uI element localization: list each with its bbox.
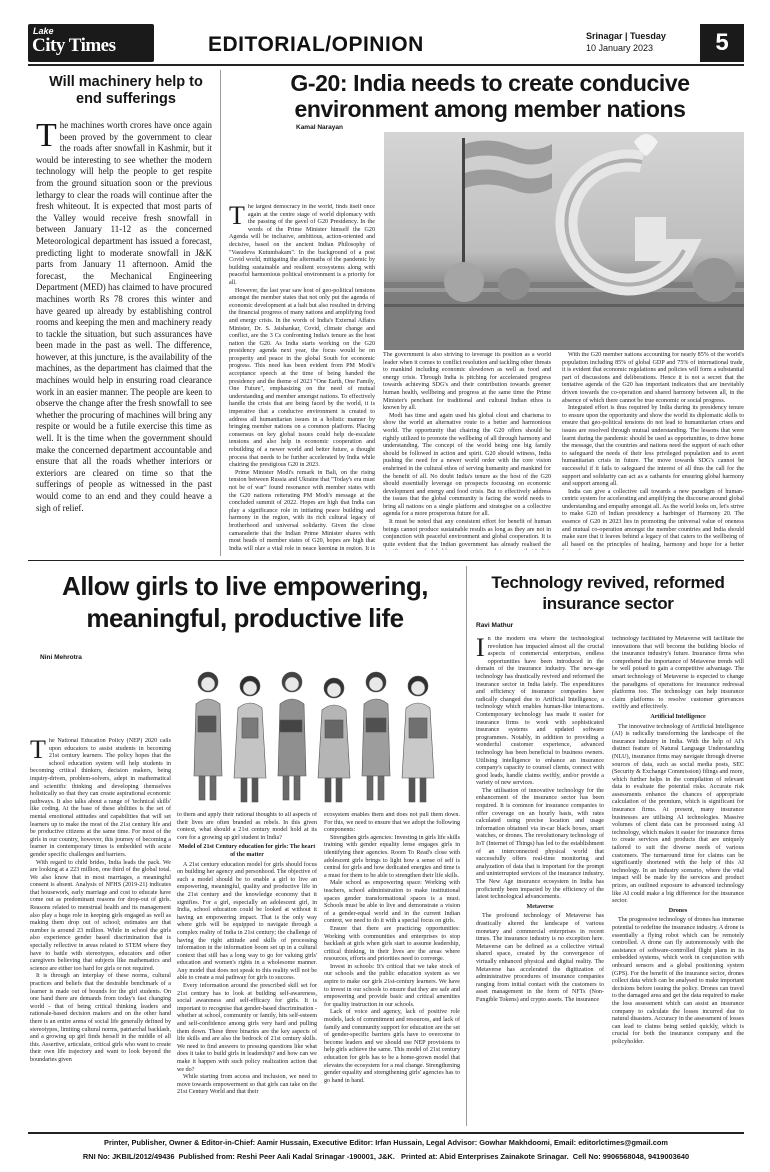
bottom-divider [466, 566, 467, 1126]
page-number: 5 [700, 24, 744, 62]
masthead-rule [28, 64, 744, 66]
g20-byline: Kamal Narayan [296, 124, 343, 131]
footer-line-2: RNI No: JKBIL/2012/49436 Published from: Reshi Peer Aali Kadal Srinagar -190001, J&K. Printed at: Abid Enterprises Zainakote Srinagar. Cell No: 9906568048, 9419003640 [82, 1152, 690, 1161]
g20-photo [384, 132, 744, 350]
girls-dropcap: T [30, 738, 46, 764]
mid-rule [28, 560, 744, 561]
editorial-dropcap: T [36, 120, 57, 154]
tech-col2: technology facilitated by Metaverse will facilitate the innovations that will become the building blocks of the insurance industry's future. Insurance firms who comprehend the importance of Metaverse trends will be well poised to gain a competitive advantage. The smart technology of Metaverse is expected to change the paradigms of operations for insurance redressal platforms too. The technology can help insurance claim platforms to resolve customer grievances swiftly and effectively. Artificial Intelligence The innovative technology of Artificial Intelligence (AI) is radically transforming the landscape of the insurance industry in India. With the help of AI's distinct feature of Natural Language Understanding (NLU), insurance firms may navigate through diverse sources of data, such as social media posts, SEC (Security & Exchange Commission) filings and more, which further helps in the compilation of relevant data to evaluate the potential risks. Accurate risk assessments enhance the chances of appropriate calculation of the premium, which is significant for insurance firms. At present, many insurance businesses are utilising AI technologies. Massive volumes of client data can be processed using AI technology, which makes it easier for insurance firms to create services and products that are uniquely tailored to suit the diverse needs of various customers. The turnaround time for claims can be significantly shortened with the help of this AI technology. In an industry scenario, where the vital impact will be made by the services and product prices, an outlined exposure to advanced technology like AI could make a big difference for the insurance sector. Drones The progressive technology of drones has immense potential to redefine the insurance industry. A drone is essentially a flying robot which can be remotely controlled. A drone can fly autonomously with the assistance of software-controlled flight plans in its embedded systems, which work in conjunction with onboard sensors and a global positioning system (GPS). For the benefit of the insurance sector, drones collect data which can be analysed to make important decisions before issuing the policy. Drones can travel to the damaged area and get the data required to make the loss assessment which can assist an insurance company to calculate the losses incurred due to natural disasters. Accuracy in the assessment of losses can lead to claims being settled quickly, which is crucial for both the insurance company and the policyholder. [612, 636, 744, 1045]
date-line-2: 10 January 2023 [586, 43, 654, 53]
date-line-1: Srinagar | Tuesday [586, 31, 666, 41]
g20-col1: The largest democracy in the world, finds itself once again at the centre stage of world diplomacy with the passing of the gavel of G20 Presidency. In the words of the Prime Minister himself the G20 Agenda will be inclusive, ambitious, action-oriented and decisive, based on the ancient Indian Philosophy of "Vasudeva Kutumbakam". In the background of a post Covid world, mitigating the aftermaths of the pandemic by building sustainable and resilient ecosystems along with peaceful harmonious political environment is a priority for all. However, the last year saw host of geo-political tensions amongst the member states that not only put the agenda of economic development at a halt but also resulted in driving the financial progress of many nations and amplifying food and energy crisis. In the words of India's External Affairs Minister, Dr. S. Jaishankar, Covid, climate change and conflict, are the 3 Cs confronting India's tenure as the host nation the G20. As India starts working on the G20 presidency agenda next year, the focus would be on prosperity and peace in the global South for economic progress. This need has been evident from PM Modi's acceptance speech at the time of being handed the presidency and the theme of 2023 "One Earth, One Family, One Future", emphasizing on the need of mutual understanding and member amongst nations. To effectively handle the crisis that are being faced by the world, it is imperative that a conducive environment is created to address all humanitarian issues in a holistic manner by bringing member nations on a common platform. Placing consensus on key global issues could help de-escalate tensions and also help in economic cooperation and rebuilding of a newer world and better future, a thought process that needs to be further accelerated by India while chairing the prestigious G20 in 2023. Prime Minister Modi's remark in Bali, on the rising tension between Russia and Ukraine that "Today's era must not be of war" found resonance with member states with the G20 nations reiterating PM Modi's message at the concluded summit of 2022. Hopes are high that India can play a significance role in initiating peace building and harmony in the region, with its rich cultural legacy of brotherhood and universal solidarity. Given the close camaraderie that the Indian Prime Minister shares with most heads of member states of G20, hopes are high that India will play a vital role in peace keeping in region. It is [229, 204, 375, 550]
g20-col3: With the G20 member nations accounting for nearly 85% of the world's population including 85% of global GDP and 75% of international trade, it is evident that economic regulations and policies will form a substantial part of discussions and deliberations. Hence it is not a secret that the tentative agenda of the G20 has important indicators that are inevitably driven towards the co-operation and shared harmony between all, in the absence of which there cannot be true economic or social progress. Integrated effort is thus required by India during its presidency tenure to ensure upon the opportunity and show the world its diplomatic skills to ensure that geo-political tensions do not lead to humanitarian crises and issues are resolved through mutual understanding. The lessons that were learnt during the pandemic should be used as opportunities, to drive home the message, that the countries and nations need the support of each other to safeguard the needs of their less privileged population and to avert humanitarian crisis in future. The move towards SDG's cannot be successful if it fails to safeguard the interest of all thus the call for the support and solidarity can act as a catharsis for ensuring global harmony and support among all. India can give a collective call towards a new paradigm of human-centric system for accelerating and amplifying the discourse around global understanding and empathy amongst all. As the world looks on, let's strive to make G20 of Indian presidency a harbinger of Harmony 20. The essence of G20 in 2023 lies in promoting the universal value of oneness and mutual co-operation amongst the member countries and India should make sure that it leaves behind a legacy of that caters to the wellbeing of all based on the principles of healing, harmony and hope for a better [562, 352, 744, 548]
tech-subhead-metaverse: Metaverse [526, 903, 554, 910]
tech-dropcap: I [476, 636, 485, 662]
girls-col1: The National Education Policy (NEP) 2020 calls upon educators to assist students in becoming 21st century learners. The policy hopes that the school education system will help students in becoming critical thinkers, decision makers, being inquiry-driven, problem-solvers, adept in mathematical and scientific thinking and developing themselves holistically so that they can create aspirational economic pathways. It also talks about a range of 'technical skills' like coding. At the base of these abilities is the set of mental emotional attitudes and capabilities that will set learners up to make the most of the 21st century life and be productive citizens at the same time. For most of the girls in our country, however, this journey of becoming a learner in contemporary times is embedded with acute gender specific challenges and barriers. With regard to child brides, India leads the pack. We are looking at a 223 million, one third of the global total. We also know that in most marriages, a meaningful consent is absent. Analysis of NFHS (2019-21) indicates that housework, early marriage and cost to educate have come out as predominant reasons for drop-out of girls. Reasons related to menstrual health and its management also play a huge role in keeping girls engaged as well as making them drop out of school; estimates are that number is around 23 million. While in school the girls also experience gender based discrimination that is specially reflective in areas related to STEM where they have to battle with stereotypes, educators and other caregivers believing that subjects like mathematics and science are either too hard for girls or not required. It is through an interplay of these norms, cultural practices and beliefs that the desirable benchmark of a learner is made out of bounds for the girl students. On one hand there are demands from today's fast changing world - that of being critical thinking leaders and rationale-based decision makers and on the other hand there is an entire arena of social life generally defined by stereotypes, limiting cultural norms, patriarchal backlash, and a growing up girl finds herself in the middle of all this. Assertive, articulate, critical girls who want to create their own life trajectory and want to look beyond the boundaries given [30, 738, 171, 1063]
masthead-logo [28, 24, 154, 62]
editorial-body [36, 120, 212, 560]
girls-byline: Nini Mehrotra [40, 654, 82, 661]
footer-rule [28, 1132, 744, 1134]
girls-with-books-graphic [182, 664, 452, 804]
girls-headline: Allow girls to live empowering, meaningful, productive life [62, 571, 428, 633]
girls-col3: ecosystem enables them and does not pull them down. For this, we need to ensure that we adopt the following components: Strengthen girls agencies: Investing in girls life skills training with gender equality lense engages girls in identifying their agencies. Room To Read's close with adolescent girls brings to light how a sense of self is central for girls and how dedicated energies and time is a must for them to be able to strengthen their life skills. Male school as empowering space: Working with teachers, school administration to make institutional spaces gender transformational spaces is a must. Schools must be able to live and demonstrate a vision of a gender-equal world and in the current Indian context, we need to do it with a special focus on girls. Ensure that there are practicing opportunities: Working with communities and enterprises to stop backlash at girls when girls start to assume leadership, critical thinking, in their lives are the areas where resources, efforts and priorities need to converge. Invest in schools: It's critical that we take stock of our schools and the public education system as we aspire to make our girls 21st-century learners. We have to invest in our schools to ensure that they are safe and empowering and provide basic and critical amenities for quality instruction in our schools. Lack of voice and agency, lack of positive role models, lack of commitment and resources, and lack of family and community support for education are the set of gender-specific barriers girls have to overcome to become leaders and we should use NEP provisions to help girls achieve the same. This model of 21st century education for girls has to be a home-grown model that elevates the ecosystem for a real change. Strengthening gender equality and strengthening girls' agencies has to go hand in hand. [324, 812, 460, 1084]
g20-dropcap: T [229, 204, 245, 230]
editorial-divider [220, 70, 221, 556]
g20-headline: G-20: India needs to create conducive environment among member nations [290, 70, 690, 122]
girls-illustration [182, 664, 452, 804]
girls-subhead: Model of 21st Century education for girls: The heart of the matter [178, 844, 316, 858]
masthead-logo-top: Lake [33, 26, 54, 36]
tech-byline: Ravi Mathur [476, 622, 514, 629]
editorial-headline: Will machinery help to end sufferings [49, 74, 203, 107]
g20-sculpture-graphic [384, 132, 744, 350]
tech-col1: In the modern era where the technological revolution has impacted almost all the crucial aspects of commercial enterprises, endless opportunities have been introduced in the domain of the insurance industry. The new-age technology has drastically revived and reformed the insurance sector in India lately. The expenditures and efficiency of insurance companies have radically changed due to Artificial Intelligence, a technology which enables human-like interactions. Contemporary technology has made it easier for insurance firms to work with sophisticated insurance systems and updated software programmes. Notably, in addition to providing a wonderful customer experience, advanced technology has been beneficial to business owners. Utilising intelligence to enhance an insurance company's capacity to counsel clients, connect with good leads, handle claims swiftly, and/or provide a variety of new services. The utilisation of innovative technology for the enhancement of the insurance sector has been required. It is common for insurance companies to offer coverage on an hourly basis, with rates calculated using precise location and usage information obtained via in-car black boxes, smart watches, or drones. The revolutionary technology of IoT (Internet of Things) has led to the establishment of an interconnected physical world that successfully offers real-time monitoring and analyzation of data that is important for the prompt and uninterrupted services of the insurance industry. The New Age insurance ecosystem in India has proficiently been impacted by the efficiency of the latest technological advancements. Metaverse The profound technology of Metaverse has drastically altered the landscape of various monetary and commercial enterprises in recent times. The insurance industry is no exception here. Metaverse can be defined as a collective virtual shared space, created by the convergence of virtually enhanced physical and digital reality. The Metaverse has accelerated the digitization of administrative procedures of insurance companies ranging from initial contact with the customers to asset management in the form of NFTs (Non-Fungible Tokens) and crypto assets. The insurance [476, 636, 604, 1003]
masthead-logo-main: City Times [32, 35, 116, 56]
tech-headline: Technology revived, reformed insurance sector [491, 573, 725, 613]
g20-col2: The government is also striving to leverage its position as a world leader when it comes to conflict resolution and tackling other threats to mankind including economic slowdown as well as food and energy crisis. Through India is pitching for accelerated progress towards achieving SDG's and their contribution towards greener human health, wellbeing and progress at the same time the Prime Minister's penchant for traditional and cultural Indian ethos is known by all. Modi has time and again used his global clout and charisma to show the world an alternative route to a better and harmonious world. The opportunity that chairing the G20 offers should be rightly utilized to promote the wellbeing of all through harmony and understanding. The concept of the world being one big family should be followed in action and spirit. G20 should witness, India pushing the need for a newer world order with the core vision enshrined in the cultural ethos of serving humanity and mankind for the benefit of all. No doubt India's tenure as the host of the G20 should essentially leverage on prospects focussing on economic development and energy and food crisis. But to effectively address the issues that the global community is facing the world needs to bring all nations on a single platform and strategise on a collective agenda for a more prosperous future for all. It must be noted that any consistent effort for benefit of human beings cannot produce sustainable results as long as they are not in conjunction with peaceful environment and global cooperation. It is quite evident that the Indian government has already realised the [383, 352, 551, 548]
girls-col2: to them and apply their rational thoughts to all aspects of their lives are often branded as rebels. In this given context, what should a 21st century model hold at its core for a growing up girl student in India? Model of 21st Century education for girls: The heart of the matter A 21st century education model for girls should focus on building her agency and personhood. The objective of such a model should be to enable a girl to live an empowering, meaningful, quality and productive life in the 21st century and the knowledge economy that it signifies. For a girl, especially an adolescent girl, in India, school education could be looked at without it having an empowering impact. That is the only way where girls will be equipped to navigate through a complex reality of India in 21st century; the challenge of having the right attitude and skills of processing information in the information boom set up in a cultural context that still has a long way to go for valuing girls' education and women's rights in a wholesome manner. Any model that does not speak to this reality will not be able to create a real pathway for girls to success. Every information around the prescribed skill set for 21st century has to look at building self-awareness, social awareness and self-efficacy for girls. It is important to recognise that gender-based discrimination - whether at school, community or family, hits self-esteem and self-confidence among girls very hard and pulling them down. These three binaries are the key aspects of life skills and are also the bedrock of 21st century skills. We need to find answers to pressing questions like what does it take to build girls in leadership? and how can we make it happen with such policy realization action that we do? While starting from access and inclusion, we need to move towards empowerment so that girls can take on the 21st Century World and that their [177, 812, 317, 1096]
tech-subhead-drones: Drones [668, 907, 688, 914]
footer-line-1: Printer, Publisher, Owner & Editor-in-Chief: Aamir Hussain, Executive Editor: Irfan Hussain, Legal Advisor: Gowhar Makhdoomi, Email: editorlctimes@gmail.com [104, 1138, 668, 1147]
section-title: EDITORIAL/OPINION [208, 33, 424, 56]
tech-subhead-ai: Artificial Intelligence [650, 713, 706, 720]
editorial-text: he machines worth crores have once again been proved by the government to clear the roads after snowfall in Kashmir, but it would be interesting to see whether the modern technology will help the people to get respite from the ground situation soon or the previous lethargy to clear the roads will continue after the fresh whiteout. It is expected that most parts of the Valley would receive fresh snowfall in between January 11-12 as the concerned Meteorological department has issued a forecast, predicting light to moderate snowfall in J&K parts from January 11 afternoon. Amid the forecast, the Mechanical Engineering Department (MED) has claimed to have procured machines worth Rs 78 crores this winter and have geared up already by establishing control rooms and keeping the men and machinery ready to tackle the situation, but such assurances have been made in the past as well. The difference, however, at this juncture, is the availability of the machines, as the department has claimed that the machines would help in ensuring road clearance work in an easier manner. The people are keen to observe the change after the fresh snowfall to see whether the procuring of machines will bring any respite or would be a futile exercise this time as well. It is the time when the government should make the concerned department accountable and ensure that all the roads whether interiors or exteriors are cleared on time so that the sufferings of people as witnessed in the past would come to an end and they could heave a sigh of relief. [36, 120, 212, 513]
